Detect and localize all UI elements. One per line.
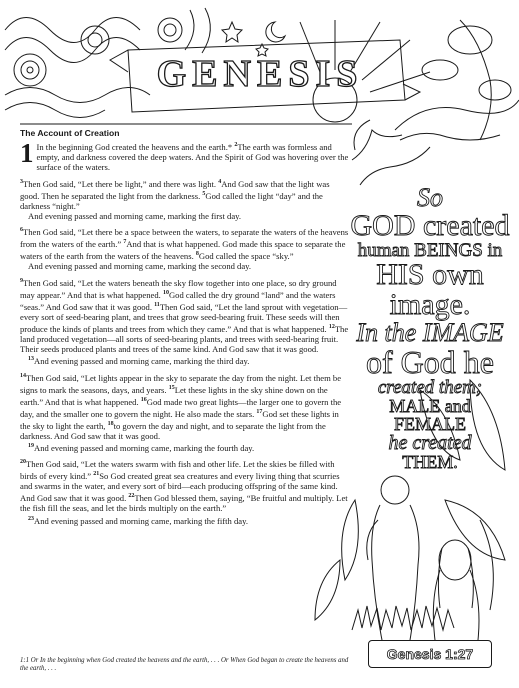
verse-paragraph: $^6$Then God said, “Let there be a space between the waters, to separate the waters of the heavens from the waters of the earth.” $^7$And that is what happened. God made this space to separate the waters of the earth from the waters of the heavens. $^8$God called the space “sky.” And evening passed and morning came, marking the second day. <box>20 227 349 272</box>
verse-paragraph: $^{20}$Then God said, “Let the waters swarm with fish and other life. Let the skies be filled with birds of every kind.” $^{21}$So God created great sea creatures and every living thing that scurries and swarms in the water, and every sort of bird—each producing offspring of the same kind. And God saw that it was good. $^{22}$Then God blessed them, saying, “Be fruitful and multiply. Let the fish fill the seas, and let the birds multiply on the earth.” $^{23}$And evening passed and morning came, marking the fifth day. <box>20 458 348 526</box>
eve-figure <box>433 540 479 640</box>
quote-line: human BEINGS in <box>357 240 503 261</box>
quote-line: HIS own image. <box>376 258 484 321</box>
quote-line: THEM. <box>402 452 458 472</box>
scripture-text <box>20 128 350 530</box>
quote-line: FEMALE <box>394 414 466 434</box>
verse-paragraph: $^9$Then God said, “Let the waters beneath the sky flow together into one place, so dry ground may appear.” And that is what happened. $^{10}$God called the dry ground “land” and the waters “seas.” And God saw that it was good. $^{11}$Then God said, “Let the land sprout with vegetation—every sort of seed-bearing plant, and trees that grow seed-bearing fruit. These seeds will then produce the kinds of plants and trees from which they came.” And that is what happened. $^{12}$The land produced vegetation—all sorts of seed-bearing plants, and trees with seed-bearing fruit. Their seeds produced plants and trees of the same kind. And God saw that it was good. $^{13}$And evening passed and morning came, marking the third day. <box>20 277 349 367</box>
footnote: 1:1 Or In the beginning when God created the heavens and the earth, . . . Or When God began to create the heavens and the earth, . . . <box>20 657 349 672</box>
moon-icon <box>266 22 285 42</box>
quote-line: he created <box>388 432 472 454</box>
tree-foliage <box>352 20 519 185</box>
verse-reference: Genesis 1:27 <box>368 640 492 668</box>
quote-line: GOD created <box>350 209 510 242</box>
book-title: GENESIS <box>156 53 364 95</box>
grass <box>352 606 454 630</box>
quote-line: In the IMAGE <box>356 318 504 347</box>
quote-line: MALE and <box>389 396 471 416</box>
verse-paragraph: $^{14}$Then God said, “Let lights appear in the sky to separate the day from the night. Let them be signs to mark the seasons, days, and years. $^{15}$Let these lights in the sky shine down on the earth.” And that is what happened. $^{16}$God made two great lights—the larger one to govern the day, and the smaller one to govern the night. He also made the stars. $^{17}$God set these lights in the sky to light the earth, $^{18}$to govern the day and night, and to separate the light from the darkness. And God saw that it was good. $^{19}$And evening passed and morning came, marking the fourth day. <box>20 372 342 453</box>
drop-cap: 1 <box>20 138 34 169</box>
quote-line: of God he <box>366 344 494 380</box>
verse-quote-lettering <box>350 185 510 471</box>
verse-paragraph: 1 In the beginning God created the heavens and the earth.* $^2$The earth was formless and empty, and darkness covered the deep waters. And the Spirit of God was hovering over the surface of the waters. <box>20 138 349 173</box>
quote-line: created them; <box>377 377 483 398</box>
star-icon <box>222 22 242 42</box>
section-heading: The Account of Creation <box>20 128 120 138</box>
verse-paragraph: $^3$Then God said, “Let there be light,” and there was light. $^4$And God saw that the light was good. Then he separated the light from the darkness. $^5$God called the light “day” and the darkness “night.” And evening passed and morning came, marking the first day. <box>20 178 330 221</box>
quote-line: So <box>417 183 443 212</box>
